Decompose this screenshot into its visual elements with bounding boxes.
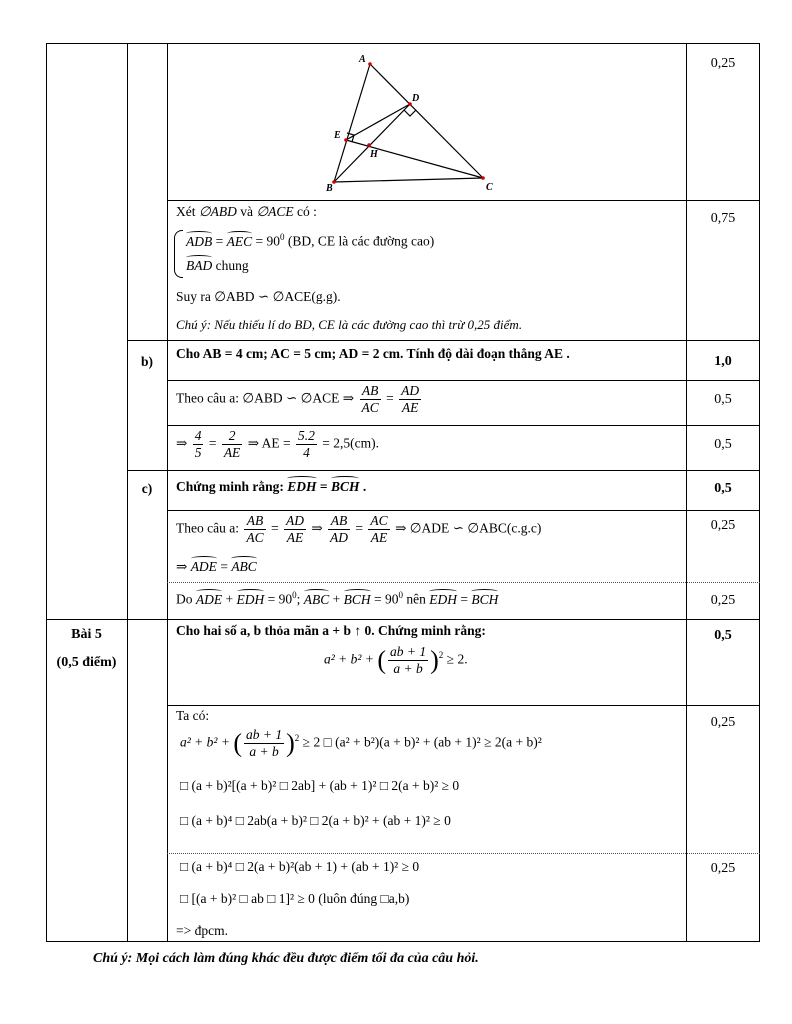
triangle-diagram (326, 49, 506, 195)
row-divider (167, 705, 760, 706)
right-angle-mark-d (404, 110, 416, 116)
footer-note: Chú ý: Mọi cách làm đúng khác đều được điểm tối đa của câu hỏi. (93, 951, 479, 966)
table-border-top (46, 43, 760, 44)
question-c: Chứng minh rằng: EDH = BCH . (176, 479, 367, 494)
proof-conclusion: Suy ra ∅ABD ∽ ∅ACE(g.g). (176, 289, 341, 304)
point-h (367, 143, 371, 147)
answer-table (46, 43, 760, 942)
point-e (344, 138, 348, 142)
row-divider (127, 470, 760, 471)
triangle-figure (326, 49, 506, 195)
step-c-1: Theo câu a: $\frac{AB}{AC}$ = $\frac{AD}{AE}$ ⇒ $\frac{AB}{AD}$ = $\frac{AC}{AE}$ ⇒ ∅ADE ∽ ∅ABC(c.g.c) (176, 513, 542, 545)
row-divider (167, 425, 760, 426)
proof-equation-1: ADB = AEC = $90^0$ (BD, CE là các đường cao) (186, 232, 435, 249)
row-divider (127, 340, 760, 341)
step-bai5-line-3: □ (a + b)⁴ □ 2ab(a + b)² □ 2(a + b)² + (ab + 1)² ≥ 0 (180, 813, 451, 828)
column-divider-2 (167, 43, 168, 942)
label-h: H (370, 149, 378, 160)
label-d: D (412, 93, 420, 104)
step-bai5-line-6: => đpcm. (176, 923, 228, 938)
row-divider (167, 510, 760, 511)
question-bai5-formula: a² + b² + ( $\frac{ab + 1}{a + b}$ )$^2$ ≥ 2. (324, 644, 468, 676)
row-divider (46, 619, 760, 620)
score-step-c-3: 0,25 (710, 593, 736, 608)
exercise-label: Bài 5 (71, 627, 102, 642)
step-b-2: ⇒ $\frac{4}{5}$ = $\frac{2}{AE}$ ⇒ AE = $\frac{5.2}{4}$ = 2,5(cm). (176, 428, 379, 460)
table-border-bottom (46, 941, 760, 942)
score-step-bai5-2: 0,25 (710, 861, 736, 876)
part-label-c: c) (141, 481, 153, 496)
score-question-c: 0,5 (714, 481, 732, 496)
score-question-b: 1,0 (714, 354, 732, 369)
score-step-bai5-1: 0,25 (710, 715, 736, 730)
point-b (332, 180, 336, 184)
row-divider-dotted (167, 853, 760, 854)
proof-intro: Xét ∅ABD và ∅ACE có : (176, 204, 317, 219)
point-c (481, 176, 485, 180)
exercise-points: (0,5 điểm) (56, 655, 117, 670)
proof-note: Chú ý: Nếu thiếu lí do BD, CE là các đường cao thì trừ 0,25 điểm. (176, 317, 523, 332)
score-step-c-1: 0,25 (710, 518, 736, 533)
step-c-3: Do ADE + EDH = $90^0$; ABC + BCH = $90^0$ nên EDH = BCH (176, 590, 499, 607)
step-b-1: Theo câu a: ∅ABD ∽ ∅ACE ⇒ $\frac{AB}{AC}$ = $\frac{AD}{AE}$ (176, 383, 420, 415)
label-b: B (326, 183, 333, 194)
label-c: C (486, 182, 493, 193)
row-divider (167, 200, 760, 201)
segment-ac (370, 64, 483, 178)
step-bai5-intro: Ta có: (176, 708, 210, 723)
score-step-b-2: 0,5 (714, 437, 732, 452)
segment-ce (346, 140, 483, 178)
label-e: E (334, 130, 341, 141)
table-border-left (46, 43, 47, 942)
row-divider-dotted (167, 582, 760, 583)
question-b: Cho AB = 4 cm; AC = 5 cm; AD = 2 cm. Tính độ dài đoạn thẳng AE . (176, 346, 570, 361)
part-label-b: b) (140, 354, 153, 369)
segment-bc (334, 178, 483, 182)
system-brace (174, 230, 183, 278)
step-bai5-line-2: □ (a + b)²[(a + b)² □ 2ab] + (ab + 1)² □ 2(a + b)² ≥ 0 (180, 778, 460, 793)
point-a (368, 62, 372, 66)
score-figure: 0,25 (710, 56, 736, 71)
step-c-2: ⇒ ADE = ABC (176, 559, 257, 574)
score-step-b-1: 0,5 (714, 392, 732, 407)
step-bai5-line-1: a² + b² + ( $\frac{ab + 1}{a + b}$ )$^2$ ≥ 2 □ (a² + b²)(a + b)² + (ab + 1)² ≥ 2(a + b)² (180, 727, 542, 759)
score-question-bai5: 0,5 (714, 628, 732, 643)
step-bai5-line-4: □ (a + b)⁴ □ 2(a + b)²(ab + 1) + (ab + 1)² ≥ 0 (180, 859, 420, 874)
step-bai5-line-5: □ [(a + b)² □ ab □ 1]² ≥ 0 (luôn đúng □a,b) (180, 891, 410, 906)
row-divider (167, 380, 760, 381)
proof-equation-2: BAD chung (186, 258, 249, 273)
score-proof-a: 0,75 (710, 211, 736, 226)
question-bai5: Cho hai số a, b thỏa mãn a + b ↑ 0. Chứng minh rằng: (176, 623, 486, 638)
label-a: A (359, 54, 366, 65)
